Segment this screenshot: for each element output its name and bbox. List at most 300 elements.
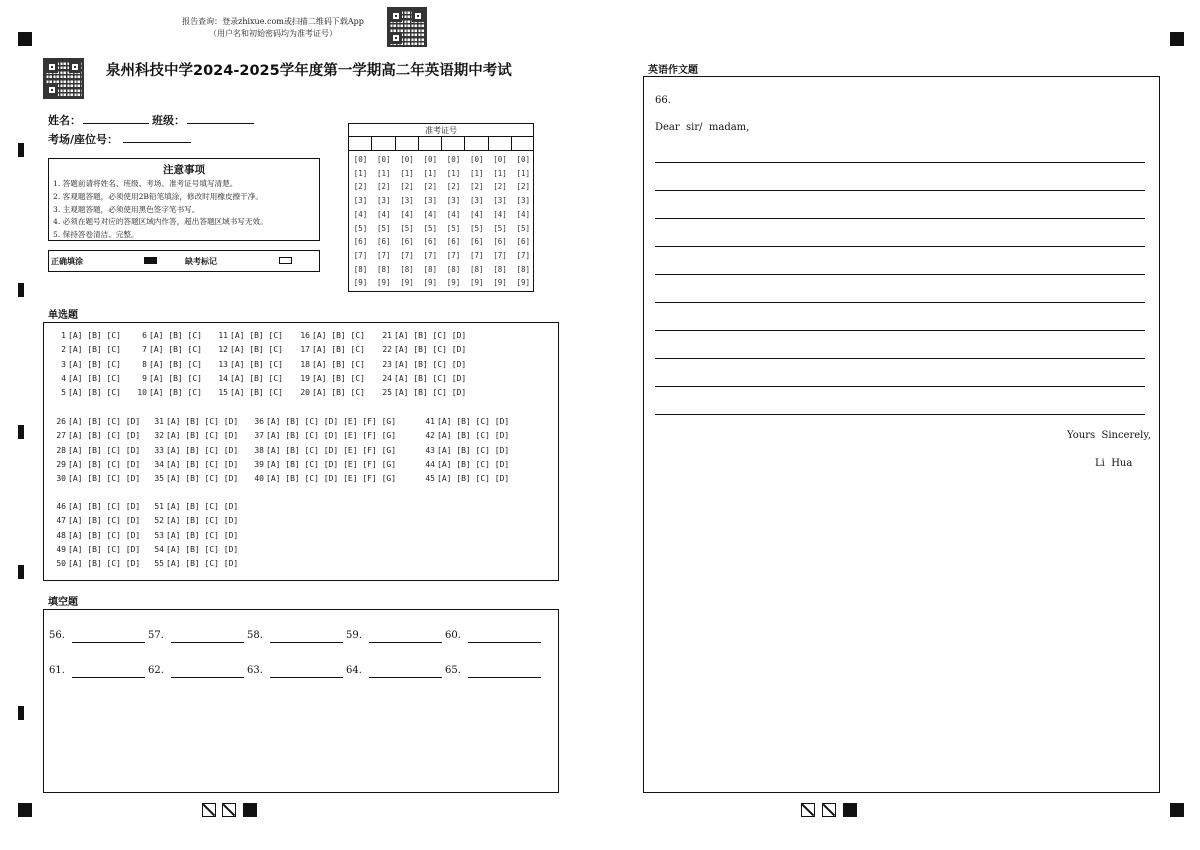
writing-closing: Yours Sincerely,: [1067, 430, 1151, 441]
writing-answer-line[interactable]: [655, 218, 1145, 219]
mc-question-row[interactable]: [150, 417, 238, 426]
fill-answer-line[interactable]: [72, 642, 145, 643]
mc-question-row[interactable]: [214, 345, 283, 354]
admission-digit-option[interactable]: [8]: [516, 264, 531, 274]
mc-options[interactable]: [A] [B] [C]: [149, 345, 202, 355]
admission-digit-option[interactable]: [9]: [516, 278, 531, 288]
mc-question-row[interactable]: [133, 374, 202, 383]
mc-question-row[interactable]: [214, 360, 283, 369]
mc-options[interactable]: [A] [B] [C] [D]: [68, 459, 141, 469]
mc-options[interactable]: [A] [B] [C] [D]: [166, 559, 239, 569]
admission-digit-option[interactable]: [3]: [446, 196, 461, 206]
mc-question-number: 11: [218, 331, 228, 340]
admission-digit-option[interactable]: [6]: [423, 237, 438, 247]
admission-digit-option[interactable]: [5]: [400, 223, 414, 233]
writing-answer-line[interactable]: [655, 386, 1145, 387]
notes-item: 3. 主观题答题，必须使用黑色签字笔书写。: [53, 204, 200, 214]
fill-question-number: 65.: [445, 665, 461, 676]
mc-question-number: 52: [154, 516, 164, 526]
mc-question-row[interactable]: [150, 559, 238, 568]
mc-options[interactable]: [A] [B] [C] [D]: [166, 530, 239, 540]
admission-digit-option[interactable]: [7]: [400, 250, 414, 260]
admission-number-grid: [348, 123, 534, 292]
mc-question-row[interactable]: [52, 388, 121, 397]
mc-question-row[interactable]: [52, 374, 121, 383]
mc-question-number: 48: [56, 530, 66, 540]
mc-question-number: 22: [382, 345, 392, 355]
admission-digit-option[interactable]: [9]: [423, 278, 438, 288]
mc-question-row[interactable]: [378, 360, 466, 369]
mc-question-number: 7: [142, 345, 147, 355]
mc-section-title: 单选题: [48, 310, 78, 321]
admission-digit-option[interactable]: [9]: [446, 278, 461, 288]
admission-digit-option[interactable]: [9]: [400, 278, 414, 288]
admission-digit-option[interactable]: [1]: [423, 168, 438, 178]
notes-item: 4. 必须在题号对应的答题区域内作答，超出答题区域书写无效。: [53, 217, 268, 227]
mc-question-row[interactable]: [296, 345, 365, 354]
mc-options[interactable]: [A] [B] [C]: [149, 373, 202, 383]
admission-digit-option[interactable]: [9]: [353, 278, 368, 288]
mc-options[interactable]: [A] [B] [C] [D] [E] [F] [G]: [266, 445, 397, 455]
admission-digit-option[interactable]: [8]: [353, 264, 368, 274]
mc-question-number: 20: [300, 388, 310, 398]
mc-question-row[interactable]: [214, 388, 283, 397]
admission-digit-option[interactable]: [2]: [469, 182, 484, 192]
mc-question-row[interactable]: [421, 474, 509, 483]
sheet-qr-code: [43, 58, 84, 99]
report-notice-line1: 报告查询：登录zhixue.com或扫描二维码下载App: [182, 17, 364, 26]
admission-digit-option[interactable]: [1]: [446, 168, 461, 178]
admission-title: 准考证号: [349, 124, 533, 137]
admission-digit-option[interactable]: [9]: [469, 278, 484, 288]
mc-question-number: 28: [56, 445, 66, 455]
mc-question-row[interactable]: [52, 345, 121, 354]
mc-options[interactable]: [A] [B] [C] [D]: [394, 345, 467, 355]
fill-question-number: 59.: [346, 630, 362, 641]
admission-digit-option[interactable]: [8]: [493, 264, 507, 274]
mc-options[interactable]: [A] [B] [C]: [312, 331, 365, 340]
name-input-line[interactable]: [83, 123, 149, 124]
mc-question-row[interactable]: [378, 345, 466, 354]
mc-question-row[interactable]: [250, 460, 396, 469]
mc-options[interactable]: [A] [B] [C]: [149, 331, 202, 340]
admission-digit-option[interactable]: [1]: [376, 168, 391, 178]
mc-question-row[interactable]: [421, 417, 509, 426]
notes-item: 5. 保持答卷清洁、完整。: [53, 230, 139, 240]
report-notice-line2: （用户名和初始密码均为准考证号）: [209, 29, 337, 38]
mc-question-row[interactable]: [52, 545, 140, 554]
mc-options[interactable]: [A] [B] [C] [D]: [394, 388, 467, 398]
mc-question-row[interactable]: [150, 545, 238, 554]
mc-question-number: 16: [300, 331, 310, 340]
mc-question-number: 54: [154, 544, 164, 554]
mc-options[interactable]: [A] [B] [C] [D]: [166, 445, 239, 455]
mc-question-row[interactable]: [133, 331, 202, 340]
admission-digit-option[interactable]: [3]: [423, 196, 438, 206]
admission-digit-option[interactable]: [5]: [469, 223, 484, 233]
mc-options[interactable]: [A] [B] [C] [D]: [68, 445, 141, 455]
admission-digit-option[interactable]: [3]: [400, 196, 414, 206]
mc-question-number: 44: [425, 459, 435, 469]
admission-digit-option[interactable]: [5]: [493, 223, 507, 233]
page-mark-box: [222, 803, 236, 817]
admission-digit-option[interactable]: [8]: [446, 264, 461, 274]
mc-options[interactable]: [A] [B] [C] [D]: [68, 559, 141, 569]
mc-question-row[interactable]: [296, 374, 365, 383]
mc-options[interactable]: [A] [B] [C] [D]: [166, 417, 239, 426]
mc-question-number: 12: [218, 345, 228, 355]
admission-digit-option[interactable]: [7]: [376, 250, 391, 260]
writing-box: [643, 76, 1160, 793]
fill-question-number: 62.: [148, 665, 164, 676]
admission-digit-option[interactable]: [6]: [493, 237, 507, 247]
admission-digit-option[interactable]: [3]: [376, 196, 391, 206]
corner-mark-top-right: [1170, 32, 1184, 46]
admission-digit-option[interactable]: [0]: [353, 155, 368, 164]
mc-options[interactable]: [A] [B] [C] [D] [E] [F] [G]: [266, 459, 397, 469]
mc-question-number: 4: [61, 373, 66, 383]
admission-digit-option[interactable]: [7]: [469, 250, 484, 260]
admission-digit-option[interactable]: [6]: [446, 237, 461, 247]
seat-input-line[interactable]: [123, 142, 191, 143]
mc-question-number: 32: [154, 431, 164, 441]
admission-digit-option[interactable]: [4]: [516, 209, 531, 219]
mc-options[interactable]: [A] [B] [C] [D]: [437, 474, 510, 484]
writing-answer-line[interactable]: [655, 190, 1145, 191]
page-mark-box: [843, 803, 857, 817]
mc-question-row[interactable]: [250, 431, 396, 440]
timing-mark: [18, 283, 24, 297]
fill-answer-line[interactable]: [468, 677, 541, 678]
mc-question-row[interactable]: [150, 516, 238, 525]
fill-legend-box: [48, 250, 320, 272]
mc-options[interactable]: [A] [B] [C] [D]: [68, 502, 141, 511]
admission-digit-option[interactable]: [8]: [423, 264, 438, 274]
mc-options[interactable]: [A] [B] [C] [D]: [437, 459, 510, 469]
mc-question-row[interactable]: [378, 331, 466, 340]
admission-digit-option[interactable]: [8]: [376, 264, 391, 274]
mc-options[interactable]: [A] [B] [C]: [230, 388, 283, 398]
admission-digit-option[interactable]: [7]: [493, 250, 507, 260]
admission-digit-option[interactable]: [1]: [469, 168, 484, 178]
fill-question-number: 63.: [247, 665, 263, 676]
admission-digit-option[interactable]: [1]: [516, 168, 531, 178]
mc-options[interactable]: [A] [B] [C]: [312, 345, 365, 355]
writing-signature: Li Hua: [1095, 458, 1133, 469]
timing-mark: [18, 425, 24, 439]
admission-digit-option[interactable]: [2]: [423, 182, 438, 192]
mc-question-row[interactable]: [52, 417, 140, 426]
admission-digit-option[interactable]: [4]: [353, 209, 368, 219]
admission-digit-option[interactable]: [3]: [516, 196, 531, 206]
mc-options[interactable]: [A] [B] [C] [D]: [166, 502, 239, 511]
mc-options[interactable]: [A] [B] [C] [D]: [166, 516, 239, 526]
mc-options[interactable]: [A] [B] [C] [D]: [437, 445, 510, 455]
mc-question-row[interactable]: [52, 559, 140, 568]
fill-question-number: 56.: [49, 630, 65, 641]
admission-digit-option[interactable]: [0]: [469, 155, 484, 164]
mc-options[interactable]: [A] [B] [C] [D]: [394, 373, 467, 383]
mc-options[interactable]: [A] [B] [C]: [312, 373, 365, 383]
mc-options[interactable]: [A] [B] [C]: [230, 345, 283, 355]
fill-answer-line[interactable]: [171, 677, 244, 678]
admission-digit-option[interactable]: [4]: [446, 209, 461, 219]
mc-question-row[interactable]: [133, 360, 202, 369]
mc-question-row[interactable]: [296, 360, 365, 369]
admission-digit-option[interactable]: [6]: [516, 237, 531, 247]
admission-digit-cell[interactable]: [349, 137, 372, 151]
admission-digit-option[interactable]: [5]: [516, 223, 531, 233]
fill-answer-line[interactable]: [468, 642, 541, 643]
admission-digit-option[interactable]: [6]: [400, 237, 414, 247]
writing-answer-line[interactable]: [655, 302, 1145, 303]
admission-digit-option[interactable]: [0]: [446, 155, 461, 164]
mc-options[interactable]: [A] [B] [C]: [312, 359, 365, 369]
mc-question-number: 13: [218, 359, 228, 369]
notes-item: 1. 答题前请将姓名、班级、考场、准考证号填写清楚。: [53, 179, 238, 188]
mc-question-row[interactable]: [150, 474, 238, 483]
admission-digit-option[interactable]: [3]: [353, 196, 368, 206]
writing-answer-line[interactable]: [655, 330, 1145, 331]
mc-question-row[interactable]: [214, 374, 283, 383]
fill-question-number: 57.: [148, 630, 164, 641]
mc-question-row[interactable]: [52, 331, 121, 340]
mc-options[interactable]: [A] [B] [C] [D]: [68, 516, 141, 526]
mc-options[interactable]: [A] [B] [C]: [230, 373, 283, 383]
mc-options[interactable]: [A] [B] [C] [D]: [437, 417, 510, 426]
mc-question-row[interactable]: [52, 360, 121, 369]
mc-options[interactable]: [A] [B] [C] [D] [E] [F] [G]: [266, 417, 397, 426]
mc-options[interactable]: [A] [B] [C] [D]: [68, 530, 141, 540]
mc-question-number: 27: [56, 431, 66, 441]
mc-question-number: 37: [254, 431, 264, 441]
fill-answer-line[interactable]: [72, 677, 145, 678]
mc-options[interactable]: [A] [B] [C] [D]: [166, 544, 239, 554]
admission-digit-option[interactable]: [4]: [400, 209, 414, 219]
mc-options[interactable]: [A] [B] [C] [D]: [68, 431, 141, 441]
mc-options[interactable]: [A] [B] [C] [D]: [166, 474, 239, 484]
mc-question-row[interactable]: [52, 531, 140, 540]
mc-options[interactable]: [A] [B] [C]: [68, 359, 121, 369]
notes-box: [48, 158, 320, 241]
admission-digit-option[interactable]: [2]: [493, 182, 507, 192]
mc-question-row[interactable]: [250, 417, 396, 426]
mc-options[interactable]: [A] [B] [C]: [68, 388, 121, 398]
admission-digit-option[interactable]: [7]: [353, 250, 368, 260]
mc-options[interactable]: [A] [B] [C]: [230, 359, 283, 369]
mc-question-row[interactable]: [52, 502, 140, 511]
mc-options[interactable]: [A] [B] [C] [D]: [437, 431, 510, 441]
mc-options[interactable]: [A] [B] [C] [D]: [166, 459, 239, 469]
admission-digit-option[interactable]: [5]: [423, 223, 438, 233]
admission-digit-option[interactable]: [5]: [446, 223, 461, 233]
mc-question-row[interactable]: [133, 388, 202, 397]
fill-answer-line[interactable]: [171, 642, 244, 643]
mc-question-row[interactable]: [150, 431, 238, 440]
mc-question-number: 35: [154, 474, 164, 484]
mc-options[interactable]: [A] [B] [C] [D]: [68, 417, 141, 426]
admission-digit-option[interactable]: [2]: [353, 182, 368, 192]
admission-digit-option[interactable]: [4]: [493, 209, 507, 219]
admission-digit-option[interactable]: [9]: [493, 278, 507, 288]
admission-digit-option[interactable]: [0]: [400, 155, 414, 164]
fill-answer-line[interactable]: [270, 642, 343, 643]
admission-digit-cell[interactable]: [512, 137, 535, 151]
admission-digit-option[interactable]: [5]: [353, 223, 368, 233]
admission-digit-cell[interactable]: [442, 137, 465, 151]
mc-question-row[interactable]: [250, 446, 396, 455]
mc-options[interactable]: [A] [B] [C] [D]: [68, 544, 141, 554]
mc-question-number: 33: [154, 445, 164, 455]
writing-question-number: 66.: [655, 95, 671, 106]
fill-section-box: [43, 609, 559, 793]
admission-digit-option[interactable]: [8]: [400, 264, 414, 274]
class-input-line[interactable]: [187, 123, 254, 124]
mc-options[interactable]: [A] [B] [C]: [230, 331, 283, 340]
admission-digit-cell[interactable]: [372, 137, 395, 151]
admission-digit-option[interactable]: [0]: [516, 155, 531, 164]
admission-digit-option[interactable]: [6]: [376, 237, 391, 247]
admission-digit-option[interactable]: [9]: [376, 278, 391, 288]
mc-question-row[interactable]: [296, 331, 365, 340]
correct-fill-sample: [144, 257, 157, 264]
mc-question-row[interactable]: [133, 345, 202, 354]
admission-digit-option[interactable]: [5]: [376, 223, 391, 233]
writing-answer-line[interactable]: [655, 274, 1145, 275]
absent-mark-box[interactable]: [279, 257, 292, 264]
mc-question-number: 26: [56, 417, 66, 426]
mc-question-row[interactable]: [150, 446, 238, 455]
mc-question-row[interactable]: [214, 331, 283, 340]
mc-question-number: 46: [56, 502, 66, 511]
mc-options[interactable]: [A] [B] [C] [D]: [68, 474, 141, 484]
writing-answer-line[interactable]: [655, 246, 1145, 247]
mc-options[interactable]: [A] [B] [C] [D]: [394, 359, 467, 369]
corner-mark-top-left: [18, 32, 32, 46]
fill-answer-line[interactable]: [369, 642, 442, 643]
mc-question-row[interactable]: [296, 388, 365, 397]
mc-question-row[interactable]: [52, 474, 140, 483]
mc-question-row[interactable]: [52, 460, 140, 469]
seat-label: 考场/座位号：: [48, 133, 119, 146]
mc-question-row[interactable]: [150, 531, 238, 540]
mc-question-number: 9: [142, 373, 147, 383]
app-qr-code: [387, 7, 427, 47]
admission-digit-option[interactable]: [3]: [469, 196, 484, 206]
mc-question-row[interactable]: [421, 446, 509, 455]
admission-digit-option[interactable]: [2]: [376, 182, 391, 192]
mc-options[interactable]: [A] [B] [C] [D]: [394, 331, 467, 340]
writing-answer-line[interactable]: [655, 414, 1145, 415]
mc-question-number: 42: [425, 431, 435, 441]
notes-list: [49, 177, 319, 242]
mc-question-number: 3: [61, 359, 66, 369]
mc-question-number: 51: [154, 502, 164, 511]
admission-digit-option[interactable]: [1]: [353, 168, 368, 178]
mc-question-row[interactable]: [378, 388, 466, 397]
mc-question-number: 19: [300, 373, 310, 383]
admission-digit-option[interactable]: [0]: [423, 155, 438, 164]
admission-digit-option[interactable]: [6]: [353, 237, 368, 247]
fill-question-number: 64.: [346, 665, 362, 676]
admission-digit-cell[interactable]: [419, 137, 442, 151]
mc-options[interactable]: [A] [B] [C] [D] [E] [F] [G]: [266, 474, 397, 484]
mc-question-row[interactable]: [52, 516, 140, 525]
admission-digit-option[interactable]: [4]: [423, 209, 438, 219]
mc-options[interactable]: [A] [B] [C]: [149, 359, 202, 369]
fill-answer-line[interactable]: [369, 677, 442, 678]
mc-question-number: 45: [425, 474, 435, 484]
mc-question-number: 6: [142, 331, 147, 340]
timing-mark: [18, 565, 24, 579]
admission-digit-cell[interactable]: [489, 137, 512, 151]
mc-question-number: 49: [56, 544, 66, 554]
page-mark-box: [822, 803, 836, 817]
mc-question-row[interactable]: [52, 446, 140, 455]
admission-digit-option[interactable]: [6]: [469, 237, 484, 247]
mc-question-row[interactable]: [421, 431, 509, 440]
mc-question-row[interactable]: [52, 431, 140, 440]
mc-question-row[interactable]: [150, 460, 238, 469]
mc-question-row[interactable]: [150, 502, 238, 511]
mc-question-row[interactable]: [421, 460, 509, 469]
admission-digit-option[interactable]: [2]: [516, 182, 531, 192]
admission-digit-option[interactable]: [4]: [469, 209, 484, 219]
writing-section-title: 英语作文题: [648, 65, 698, 76]
admission-digit-option[interactable]: [3]: [493, 196, 507, 206]
page-mark-box: [801, 803, 815, 817]
correct-fill-label: 正确填涂: [51, 257, 83, 266]
admission-digit-option[interactable]: [8]: [469, 264, 484, 274]
mc-options[interactable]: [A] [B] [C]: [68, 331, 121, 340]
writing-salutation: Dear sir/ madam,: [655, 122, 750, 133]
mc-question-row[interactable]: [250, 474, 396, 483]
admission-digit-option[interactable]: [0]: [376, 155, 391, 164]
mc-options[interactable]: [A] [B] [C]: [312, 388, 365, 398]
mc-question-row[interactable]: [378, 374, 466, 383]
mc-question-number: 17: [300, 345, 310, 355]
mc-options[interactable]: [A] [B] [C] [D] [E] [F] [G]: [266, 431, 397, 441]
admission-digit-cell[interactable]: [396, 137, 419, 151]
mc-question-number: 40: [254, 474, 264, 484]
fill-answer-line[interactable]: [270, 677, 343, 678]
mc-options[interactable]: [A] [B] [C]: [68, 373, 121, 383]
admission-digit-option[interactable]: [7]: [516, 250, 531, 260]
admission-digit-option[interactable]: [7]: [423, 250, 438, 260]
admission-digit-option[interactable]: [2]: [446, 182, 461, 192]
notes-item: 2. 客观题答题，必须使用2B铅笔填涂，修改时用橡皮擦干净。: [53, 191, 263, 201]
admission-digit-option[interactable]: [4]: [376, 209, 391, 219]
writing-answer-line[interactable]: [655, 162, 1145, 163]
writing-answer-line[interactable]: [655, 358, 1145, 359]
mc-question-number: 43: [425, 445, 435, 455]
admission-digit-option[interactable]: [2]: [400, 182, 414, 192]
admission-digit-option[interactable]: [1]: [493, 168, 507, 178]
mc-options[interactable]: [A] [B] [C] [D]: [166, 431, 239, 441]
corner-mark-bottom-left: [18, 803, 32, 817]
corner-mark-bottom-right: [1170, 803, 1184, 817]
admission-digit-option[interactable]: [1]: [400, 168, 414, 178]
absent-mark-label: 缺考标记: [185, 257, 217, 266]
admission-digit-cell[interactable]: [465, 137, 488, 151]
mc-options[interactable]: [A] [B] [C]: [68, 345, 121, 355]
admission-digit-option[interactable]: [0]: [493, 155, 507, 164]
mc-question-number: 1: [61, 331, 66, 340]
class-label: 班级：: [152, 114, 185, 127]
admission-digit-option[interactable]: [7]: [446, 250, 461, 260]
mc-question-number: 18: [300, 359, 310, 369]
mc-options[interactable]: [A] [B] [C]: [149, 388, 202, 398]
